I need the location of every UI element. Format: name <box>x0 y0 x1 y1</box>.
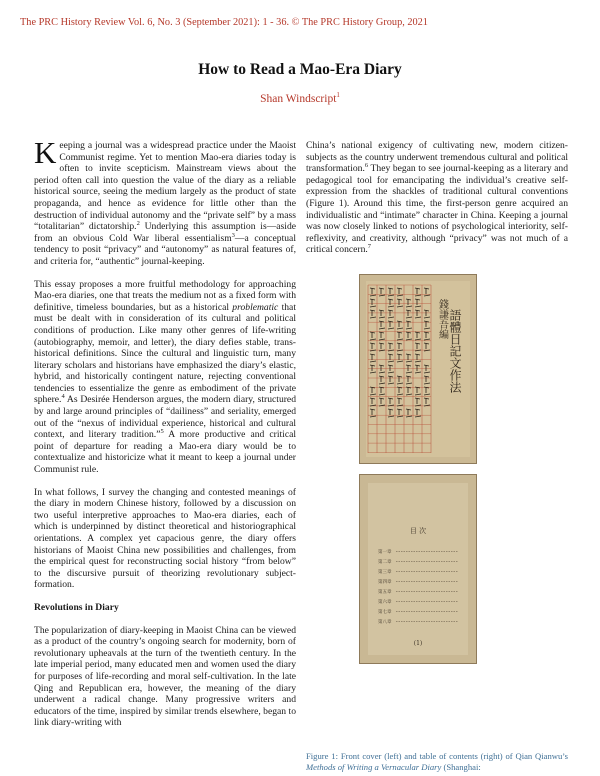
toc-heading: 目 次 <box>409 527 427 535</box>
author-footnote-marker[interactable]: 1 <box>336 91 340 100</box>
cover-author-text: 錢謙吾編 <box>436 299 448 339</box>
figure-caption <box>306 751 568 772</box>
method-text-b: that must be dealt with in consideration of its cultural and political conditions of production. Like many other genres of life-writing (autobiography, memoir, and letter), the diary defies stable, trans-historical definitions. Since the cultural and linguistic turn, many literary scholars and historians have emphasized the diary’s elastic, hybrid, and historically contingent nature, rejecting conventional tendencies to essentialize the genre as embodiment of the private sphere. <box>34 301 296 406</box>
caption-text-a: Figure 1: Front cover (left) and table of contents (right) of Qian Qianwu’s <box>306 751 568 761</box>
cover-title-text: 語體日記文作法 <box>448 309 462 393</box>
intro-text-a: eeping a journal was a widespread practice under the Maoist Communist regime. Yet to mention Mao-era diaries today is often to invite scepticism. Mainstream views about the period often call into question the value of the diary as a reliable historical source, seeing the medium largely as the product of state propaganda, and hence as evidence for little other than the destruction of individual autonomy and the “private self” by a mass “totalitarian” dictatorship. <box>34 140 296 233</box>
method-text-d: A more productive and critical point of departure for reading a Mao-era diary would be to contextualize and historicize what it meant to keep a journal under Communist rule. <box>34 429 296 476</box>
intro-text-b: Underlying this assumption is—aside from an obvious Cold War liberal essentialism <box>34 221 297 244</box>
footnote-ref-3[interactable]: 3 <box>231 231 235 239</box>
footnote-ref-4[interactable]: 4 <box>61 393 65 401</box>
footnote-ref-5[interactable]: 5 <box>160 428 164 436</box>
caption-text-b: (Shanghai: <box>441 761 481 772</box>
outline-paragraph: In what follows, I survey the changing and contested meanings of the diary in modern Chinese history, followed by a discussion on two useful interpretive approaches to Mao-era diaries, each of which is underpinned by distinct theoretical and historiographical orientations. A complex yet capacious genre, the diary offers historians of Maoist China new possibilities and challenges, from the empirical quest for reconstructing social history “from below” to the discursive pursuit of theorizing revolutionary subject-formation. <box>34 486 296 591</box>
author-name: Shan Windscript <box>260 93 337 105</box>
toc-chapter-label: 第五章 <box>378 590 392 595</box>
cont-text-b: They began to see journal-keeping as a literary and pedagogical tool for emancipating the individual’s creative self-expression from the shackles of traditional cultural conventions (Figure 1). Around this time, the first-person genre acquired an individualistic and “intimate” character in China. Keeping a journal was now closely linked to notions of psychological interiority, self-reflexivity, and creativity, although “privacy” was not much of a critical concern. <box>306 163 568 256</box>
running-head: The PRC History Review Vol. 6, No. 3 (September 2021): 1 - 36. © The PRC History Group, 2021 <box>20 17 428 28</box>
cont-text-a: China’s national exigency of cultivating new, modern citizen-subjects as the country underwent tremendous cultural and political transformation. <box>306 140 568 175</box>
caption-book-title: Methods of Writing a Vernacular Diary <box>306 761 442 772</box>
toc-chapter-label: 第七章 <box>378 610 392 615</box>
toc-chapter-label: 第三章 <box>378 570 392 575</box>
section-heading: Revolutions in Diary <box>34 601 119 613</box>
toc-page-marker: (1) <box>413 640 423 647</box>
drop-cap: K <box>34 135 57 170</box>
article-title: How to Read a Mao-Era Diary <box>198 61 402 78</box>
left-column <box>34 135 297 740</box>
footnote-ref-6[interactable]: 6 <box>364 162 369 169</box>
method-text-c: As Desirée Henderson argues, the modern diary, structured by and large around principles of “dailiness” and seriality, emerged out of the “nexus of individual experience, historical and cultural context, and literary tradition.” <box>34 394 296 441</box>
table-of-contents-image <box>359 474 477 664</box>
method-text-a: This essay proposes a more fruitful methodology for approaching Mao-era diaries, one that treats the medium not as a fixed form with definitive, timeless boundaries, but as a historical <box>34 278 296 313</box>
intro-text-c: —a conceptual tendency to posit “privacy” and “autonomy” as natural features of, and criteria for, “authentic” journal-keeping. <box>34 232 296 267</box>
continuation-paragraph <box>306 140 568 256</box>
article-author <box>0 93 600 105</box>
footnote-ref-2[interactable]: 2 <box>136 219 140 227</box>
methodology-paragraph <box>34 279 296 476</box>
toc-chapter-label: 第八章 <box>378 620 392 625</box>
toc-chapter-label: 第二章 <box>378 560 392 565</box>
footnote-ref-7[interactable]: 7 <box>367 243 372 251</box>
toc-chapter-label: 第一章 <box>378 550 392 555</box>
front-cover-drawing <box>360 275 476 463</box>
front-cover-image <box>359 274 477 464</box>
right-column <box>306 140 568 267</box>
intro-paragraph <box>34 135 297 268</box>
toc-chapter-label: 第六章 <box>378 600 392 605</box>
method-emphasis: problematic <box>232 301 279 313</box>
toc-drawing <box>360 475 476 663</box>
revolutions-paragraph: The popularization of diary-keeping in Maoist China can be viewed as a product of the country’s ongoing search for modernity, born of revolutionary upheavals at the turn of the twentieth century. In the late imperial period, many educated men and women used the diary for purposes of life-recording and moral self-cultivation. In the late Qing and Republican era, however, the meaning of the diary underwent a radical change. Many progressive writers and educators of the time, inspired by similar trends elsewhere, began to link diary-writing with <box>34 624 296 729</box>
toc-chapter-label: 第四章 <box>378 580 392 585</box>
